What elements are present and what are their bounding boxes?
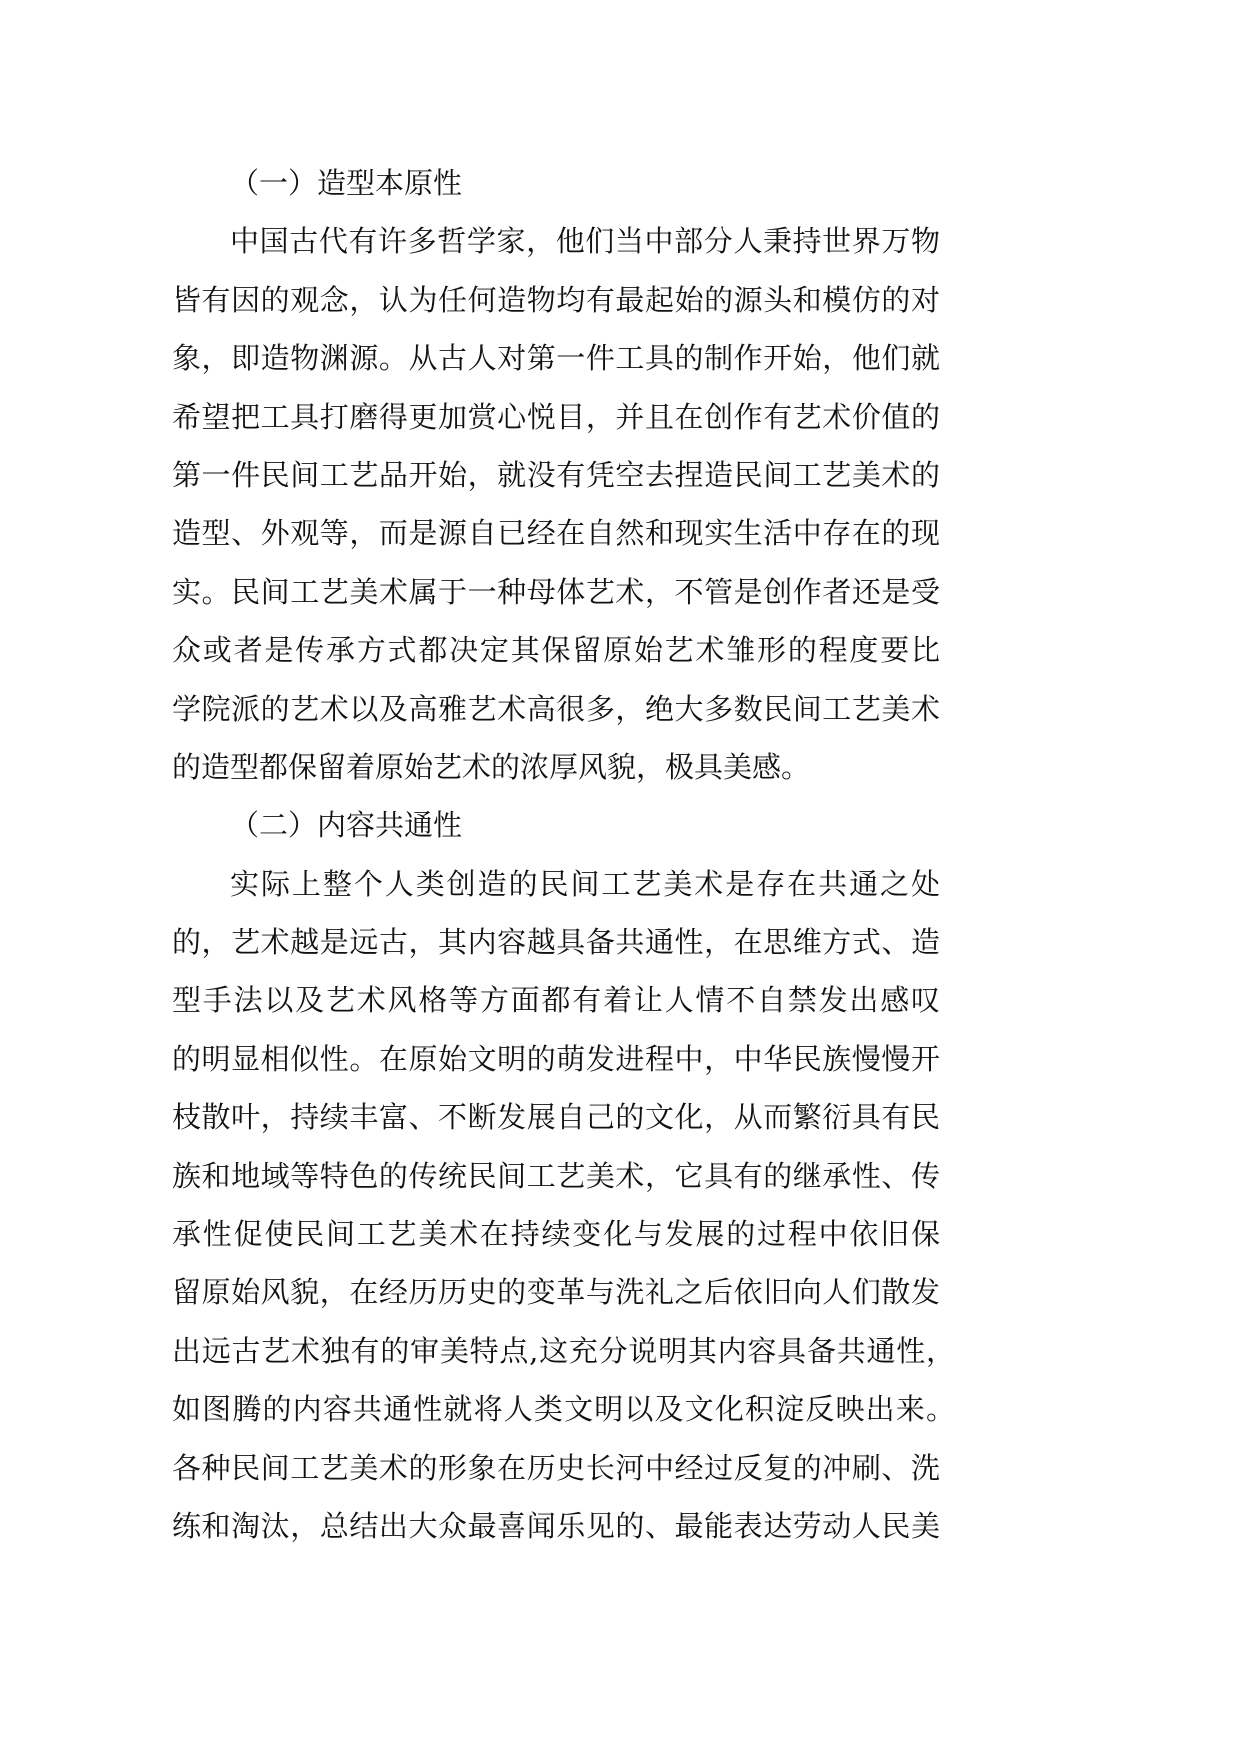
- text-line: 族和地域等特色的传统民间工艺美术，它具有的继承性、传: [172, 1158, 940, 1193]
- text-line: 枝散叶，持续丰富、不断发展自己的文化，从而繁衍具有民: [172, 1100, 940, 1135]
- text-line: 学院派的艺术以及高雅艺术高很多，绝大多数民间工艺美术: [172, 691, 940, 726]
- text-line: 实际上整个人类创造的民间工艺美术是存在共通之处: [230, 866, 940, 901]
- text-line: 第一件民间工艺品开始，就没有凭空去捏造民间工艺美术的: [172, 457, 940, 492]
- document-body: [172, 154, 955, 1555]
- section-heading: （一）造型本原性: [230, 166, 463, 200]
- text-line: 各种民间工艺美术的形象在历史长河中经过反复的冲刷、洗: [172, 1450, 940, 1485]
- text-line: 出远古艺术独有的审美特点,这充分说明其内容具备共通性，: [172, 1333, 955, 1368]
- text-line: 希望把工具打磨得更加赏心悦目，并且在创作有艺术价值的: [172, 399, 940, 434]
- text-line: 的造型都保留着原始艺术的浓厚风貌，极具美感。: [172, 749, 811, 784]
- text-line: 象，即造物渊源。从古人对第一件工具的制作开始，他们就: [172, 341, 940, 376]
- text-line: 实。民间工艺美术属于一种母体艺术，不管是创作者还是受: [172, 574, 940, 609]
- text-line: 皆有因的观念，认为任何造物均有最起始的源头和模仿的对: [172, 282, 940, 317]
- text-line: 如图腾的内容共通性就将人类文明以及文化积淀反映出来。: [172, 1392, 955, 1427]
- text-line: 承性促使民间工艺美术在持续变化与发展的过程中依旧保: [172, 1217, 940, 1252]
- text-line: 留原始风貌，在经历历史的变革与洗礼之后依旧向人们散发: [172, 1275, 940, 1310]
- text-line: 的，艺术越是远古，其内容越具备共通性，在思维方式、造: [172, 925, 940, 960]
- text-line: 型手法以及艺术风格等方面都有着让人情不自禁发出感叹: [172, 983, 940, 1018]
- text-line: 中国古代有许多哲学家，他们当中部分人秉持世界万物: [230, 224, 940, 259]
- text-line: 造型、外观等，而是源自已经在自然和现实生活中存在的现: [172, 516, 940, 551]
- section-heading: （二）内容共通性: [230, 808, 463, 843]
- text-line: 的明显相似性。在原始文明的萌发进程中，中华民族慢慢开: [172, 1041, 940, 1076]
- text-line: 练和淘汰，总结出大众最喜闻乐见的、最能表达劳动人民美: [172, 1508, 940, 1543]
- text-line: 众或者是传承方式都决定其保留原始艺术雏形的程度要比: [172, 633, 940, 668]
